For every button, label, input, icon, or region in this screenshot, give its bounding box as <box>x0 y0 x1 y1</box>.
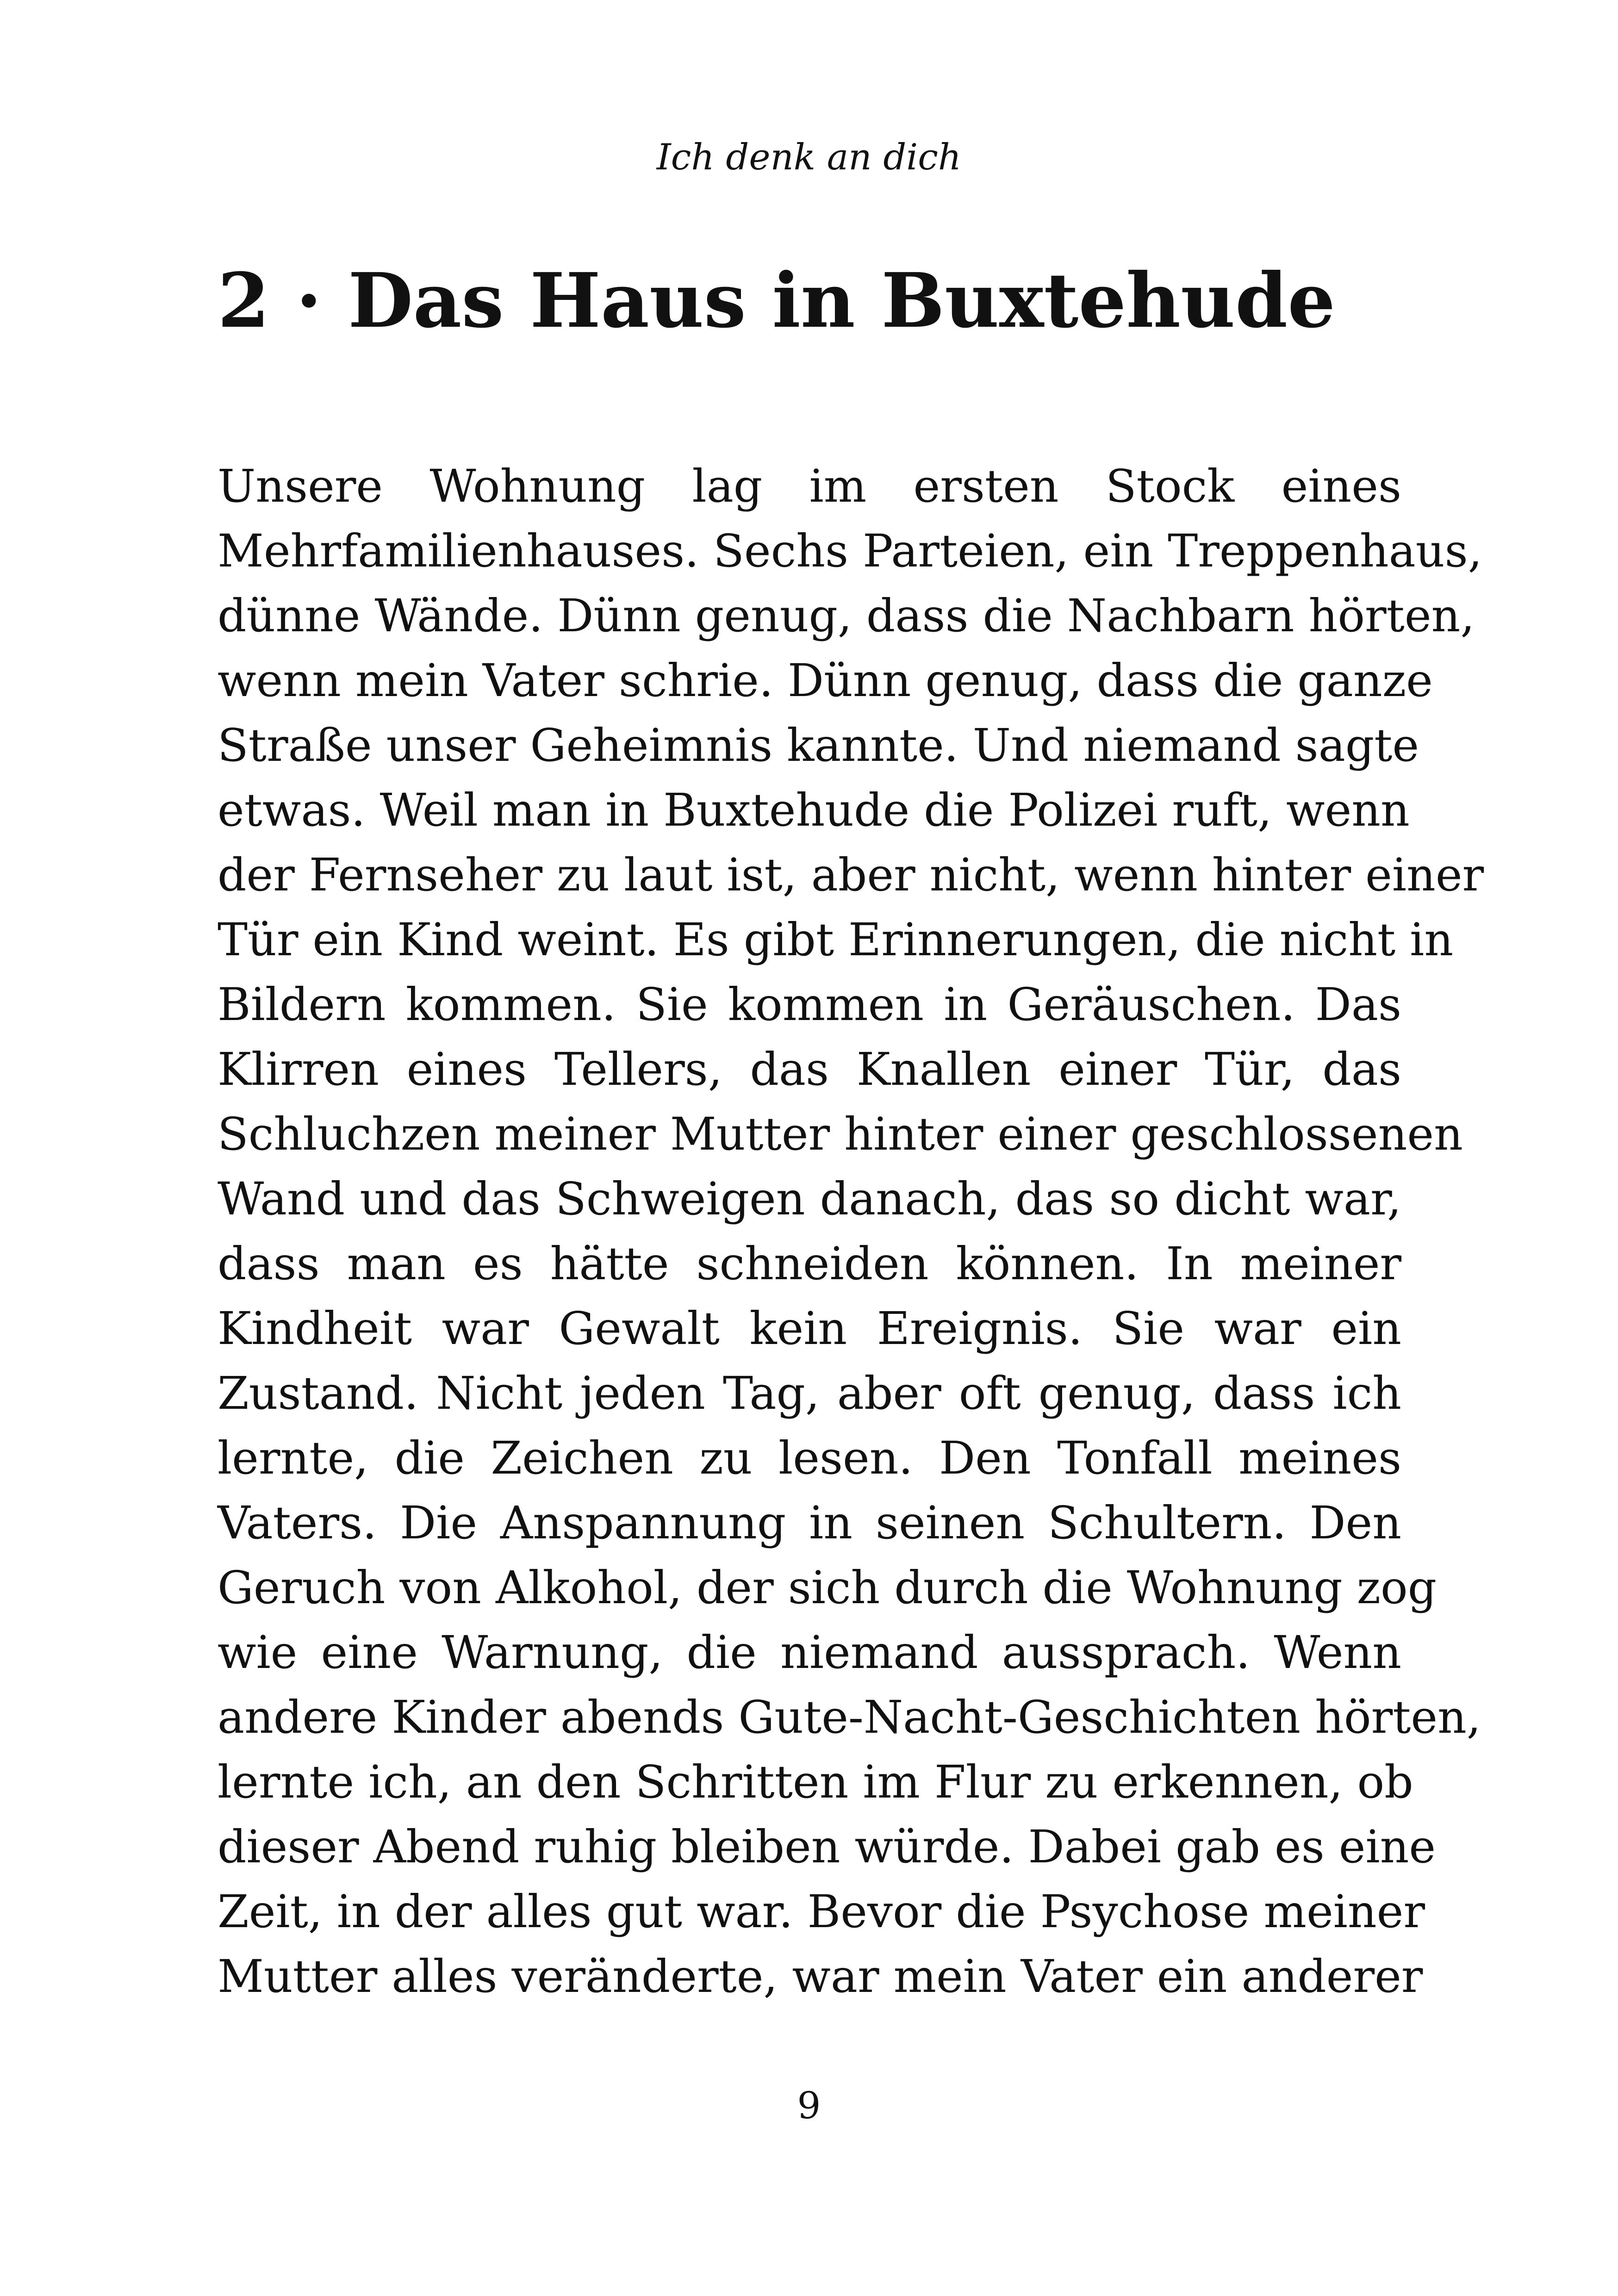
body-line: dass man es hätte schneiden können. In meiner <box>218 1237 1401 1290</box>
body-line: Bildern kommen. Sie kommen in Geräuschen. Das <box>218 978 1401 1031</box>
body-line: lernte, die Zeichen zu lesen. Den Tonfall meines <box>218 1431 1401 1484</box>
body-line: Tür ein Kind weint. Es gibt Erinnerungen, die nicht in <box>218 913 1454 966</box>
body-line: Straße unser Geheimnis kannte. Und niemand sagte <box>218 719 1419 772</box>
body-line: Kindheit war Gewalt kein Ereignis. Sie war ein <box>218 1302 1401 1355</box>
body-line: dünne Wände. Dünn genug, dass die Nachbarn hörten, <box>218 589 1475 642</box>
body-line: Zeit, in der alles gut war. Bevor die Psychose meiner <box>218 1885 1425 1938</box>
body-line: der Fernseher zu laut ist, aber nicht, wenn hinter einer <box>218 848 1484 901</box>
page-number: 9 <box>797 2084 821 2127</box>
body-line: Klirren eines Tellers, das Knallen einer Tür, das <box>218 1043 1401 1095</box>
body-line: etwas. Weil man in Buxtehude die Polizei ruft, wenn <box>218 784 1410 836</box>
body-line: lernte ich, an den Schritten im Flur zu erkennen, ob <box>218 1755 1413 1808</box>
body-line: Geruch von Alkohol, der sich durch die Wohnung zog <box>218 1561 1437 1614</box>
body-line: wenn mein Vater schrie. Dünn genug, dass die ganze <box>218 654 1433 707</box>
body-line: Vaters. Die Anspannung in seinen Schultern. Den <box>218 1496 1401 1549</box>
body-line: wie eine Warnung, die niemand aussprach. Wenn <box>218 1626 1401 1679</box>
body-line: Wand und das Schweigen danach, das so dicht war, <box>218 1172 1401 1225</box>
body-line: andere Kinder abends Gute-Nacht-Geschichten hörten, <box>218 1691 1481 1743</box>
body-line: Unsere Wohnung lag im ersten Stock eines <box>218 460 1401 512</box>
chapter-title: 2 · Das Haus in Buxtehude <box>218 257 1336 345</box>
body-text <box>218 454 1484 2009</box>
body-line: dieser Abend ruhig bleiben würde. Dabei gab es eine <box>218 1820 1436 1873</box>
body-line: Mehrfamilienhauses. Sechs Parteien, ein Treppenhaus, <box>218 524 1482 577</box>
running-head: Ich denk an dich <box>656 137 962 178</box>
body-line: Mutter alles veränderte, war mein Vater ein anderer <box>218 1950 1423 2003</box>
body-line: Schluchzen meiner Mutter hinter einer geschlossenen <box>218 1108 1463 1160</box>
body-line: Zustand. Nicht jeden Tag, aber oft genug, dass ich <box>218 1367 1401 1419</box>
